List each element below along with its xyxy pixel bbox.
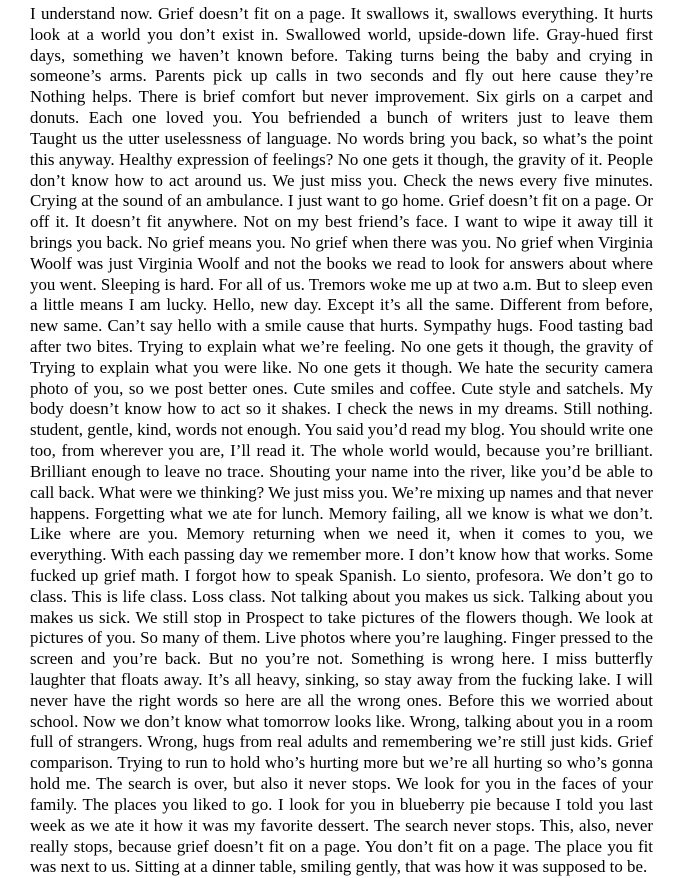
- text-line: donuts. Each one loved you. You befriended a bunch of writers just to leave them: [30, 108, 653, 128]
- text-line: too, from wherever you are, I’ll read it. The whole world would, because you’re brilliant.: [30, 441, 653, 461]
- text-line: someone’s arms. Parents pick up calls in two seconds and fly out here cause they’re: [30, 66, 653, 86]
- text-line: makes us sick. We still stop in Prospect to take pictures of the flowers though. We look at: [30, 607, 653, 627]
- text-line: screen and you’re back. But no you’re not. Something is wrong here. I miss butterfly: [30, 649, 653, 669]
- text-line: you went. Sleeping is hard. For all of us. Tremors woke me up at two a.m. But to sleep even: [30, 274, 653, 294]
- text-line: call back. What were we thinking? We just miss you. We’re mixing up names and that never: [30, 482, 653, 502]
- text-line: photo of you, so we post better ones. Cute smiles and coffee. Cute style and satchels. My: [30, 378, 653, 398]
- text-line: look at a world you don’t exist in. Swallowed world, upside-down life. Gray-hued first: [30, 24, 653, 44]
- text-line: happens. Forgetting what we ate for lunch. Memory failing, all we know is what we don’t.: [30, 503, 653, 523]
- text-line: laughter that floats away. It’s all heavy, sinking, so stay away from the fucking lake. I will: [30, 670, 653, 689]
- text-line: brings you back. No grief means you. No grief when there was you. No grief when Virginia: [30, 232, 653, 252]
- text-line: Crying at the sound of an ambulance. I just want to go home. Grief doesn’t fit on a page. Or: [30, 191, 653, 211]
- text-line: Nothing helps. There is brief comfort but never improvement. Six girls on a carpet and: [30, 87, 653, 107]
- text-line: Brilliant enough to leave no trace. Shouting your name into the river, like you’d be able to: [30, 461, 653, 481]
- text-line: everything. With each passing day we remember more. I don’t know how that works. Some: [30, 545, 653, 565]
- text-line: don’t know how to act around us. We just miss you. Check the news every five minutes.: [30, 170, 653, 190]
- text-line: fucked up grief math. I forgot how to speak Spanish. Lo siento, profesora. We don’t go to: [30, 565, 653, 585]
- text-line: I understand now. Grief doesn’t fit on a page. It swallows it, swallows everything. It hurts: [30, 4, 653, 23]
- text-line: pictures of you. So many of them. Live photos where you’re laughing. Finger pressed to the: [30, 628, 653, 648]
- text-line: off it. It doesn’t fit anywhere. Not on my best friend’s face. I want to wipe it away till it: [30, 212, 653, 232]
- text-line: comparison. Trying to run to hold who’s hurting more but we’re all hurting so who’s gonna: [30, 753, 653, 773]
- text-line: hold me. The search is over, but also it never stops. We look for you in the faces of your: [30, 774, 653, 794]
- document-body: [30, 4, 653, 878]
- text-line: days, something we haven’t known before. Taking turns being the baby and crying in: [30, 45, 653, 65]
- text-line: Taught us the utter uselessness of language. No words bring you back, so what’s the point: [30, 128, 653, 148]
- text-line: after two bites. Trying to explain what we’re feeling. No one gets it though, the gravity of: [30, 337, 653, 356]
- text-line: full of strangers. Wrong, hugs from real adults and remembering we’re still just kids. Grief: [30, 732, 653, 752]
- text-line: family. The places you liked to go. I look for you in blueberry pie because I told you last: [30, 794, 653, 814]
- text-line: this anyway. Healthy expression of feelings? No one gets it though, the gravity of it. People: [30, 149, 653, 169]
- text-line: Woolf was just Virginia Woolf and not the books we read to look for answers about where: [30, 253, 653, 273]
- text-line: Like where are you. Memory returning when we need it, when it comes to you, we: [30, 524, 653, 544]
- text-line: school. Now we don’t know what tomorrow looks like. Wrong, talking about you in a room: [30, 711, 653, 731]
- text-line: Trying to explain what you were like. No one gets it though. We hate the security camera: [30, 357, 653, 377]
- text-line: never have the right words so here are all the wrong ones. Before this we worried about: [30, 690, 653, 710]
- text-line: week as we ate it how it was my favorite dessert. The search never stops. This, also, never: [30, 815, 653, 835]
- text-line: was next to us. Sitting at a dinner table, smiling gently, that was how it was supposed to be.: [30, 857, 648, 877]
- text-line: new same. Can’t say hello with a smile cause that hurts. Sympathy hugs. Food tasting bad: [30, 316, 653, 336]
- text-line: class. This is life class. Loss class. Not talking about you makes us sick. Talking about you: [30, 586, 653, 606]
- text-line: a little means I am lucky. Hello, new day. Except it’s all the same. Different from before,: [30, 295, 653, 315]
- text-line: student, gentle, kind, words not enough. You said you’d read my blog. You should write one: [30, 420, 653, 440]
- text-line: body doesn’t know how to act so it shakes. I check the news in my dreams. Still nothing.: [30, 399, 653, 419]
- text-line: really stops, because grief doesn’t fit on a page. You don’t fit on a page. The place you fit: [30, 836, 653, 856]
